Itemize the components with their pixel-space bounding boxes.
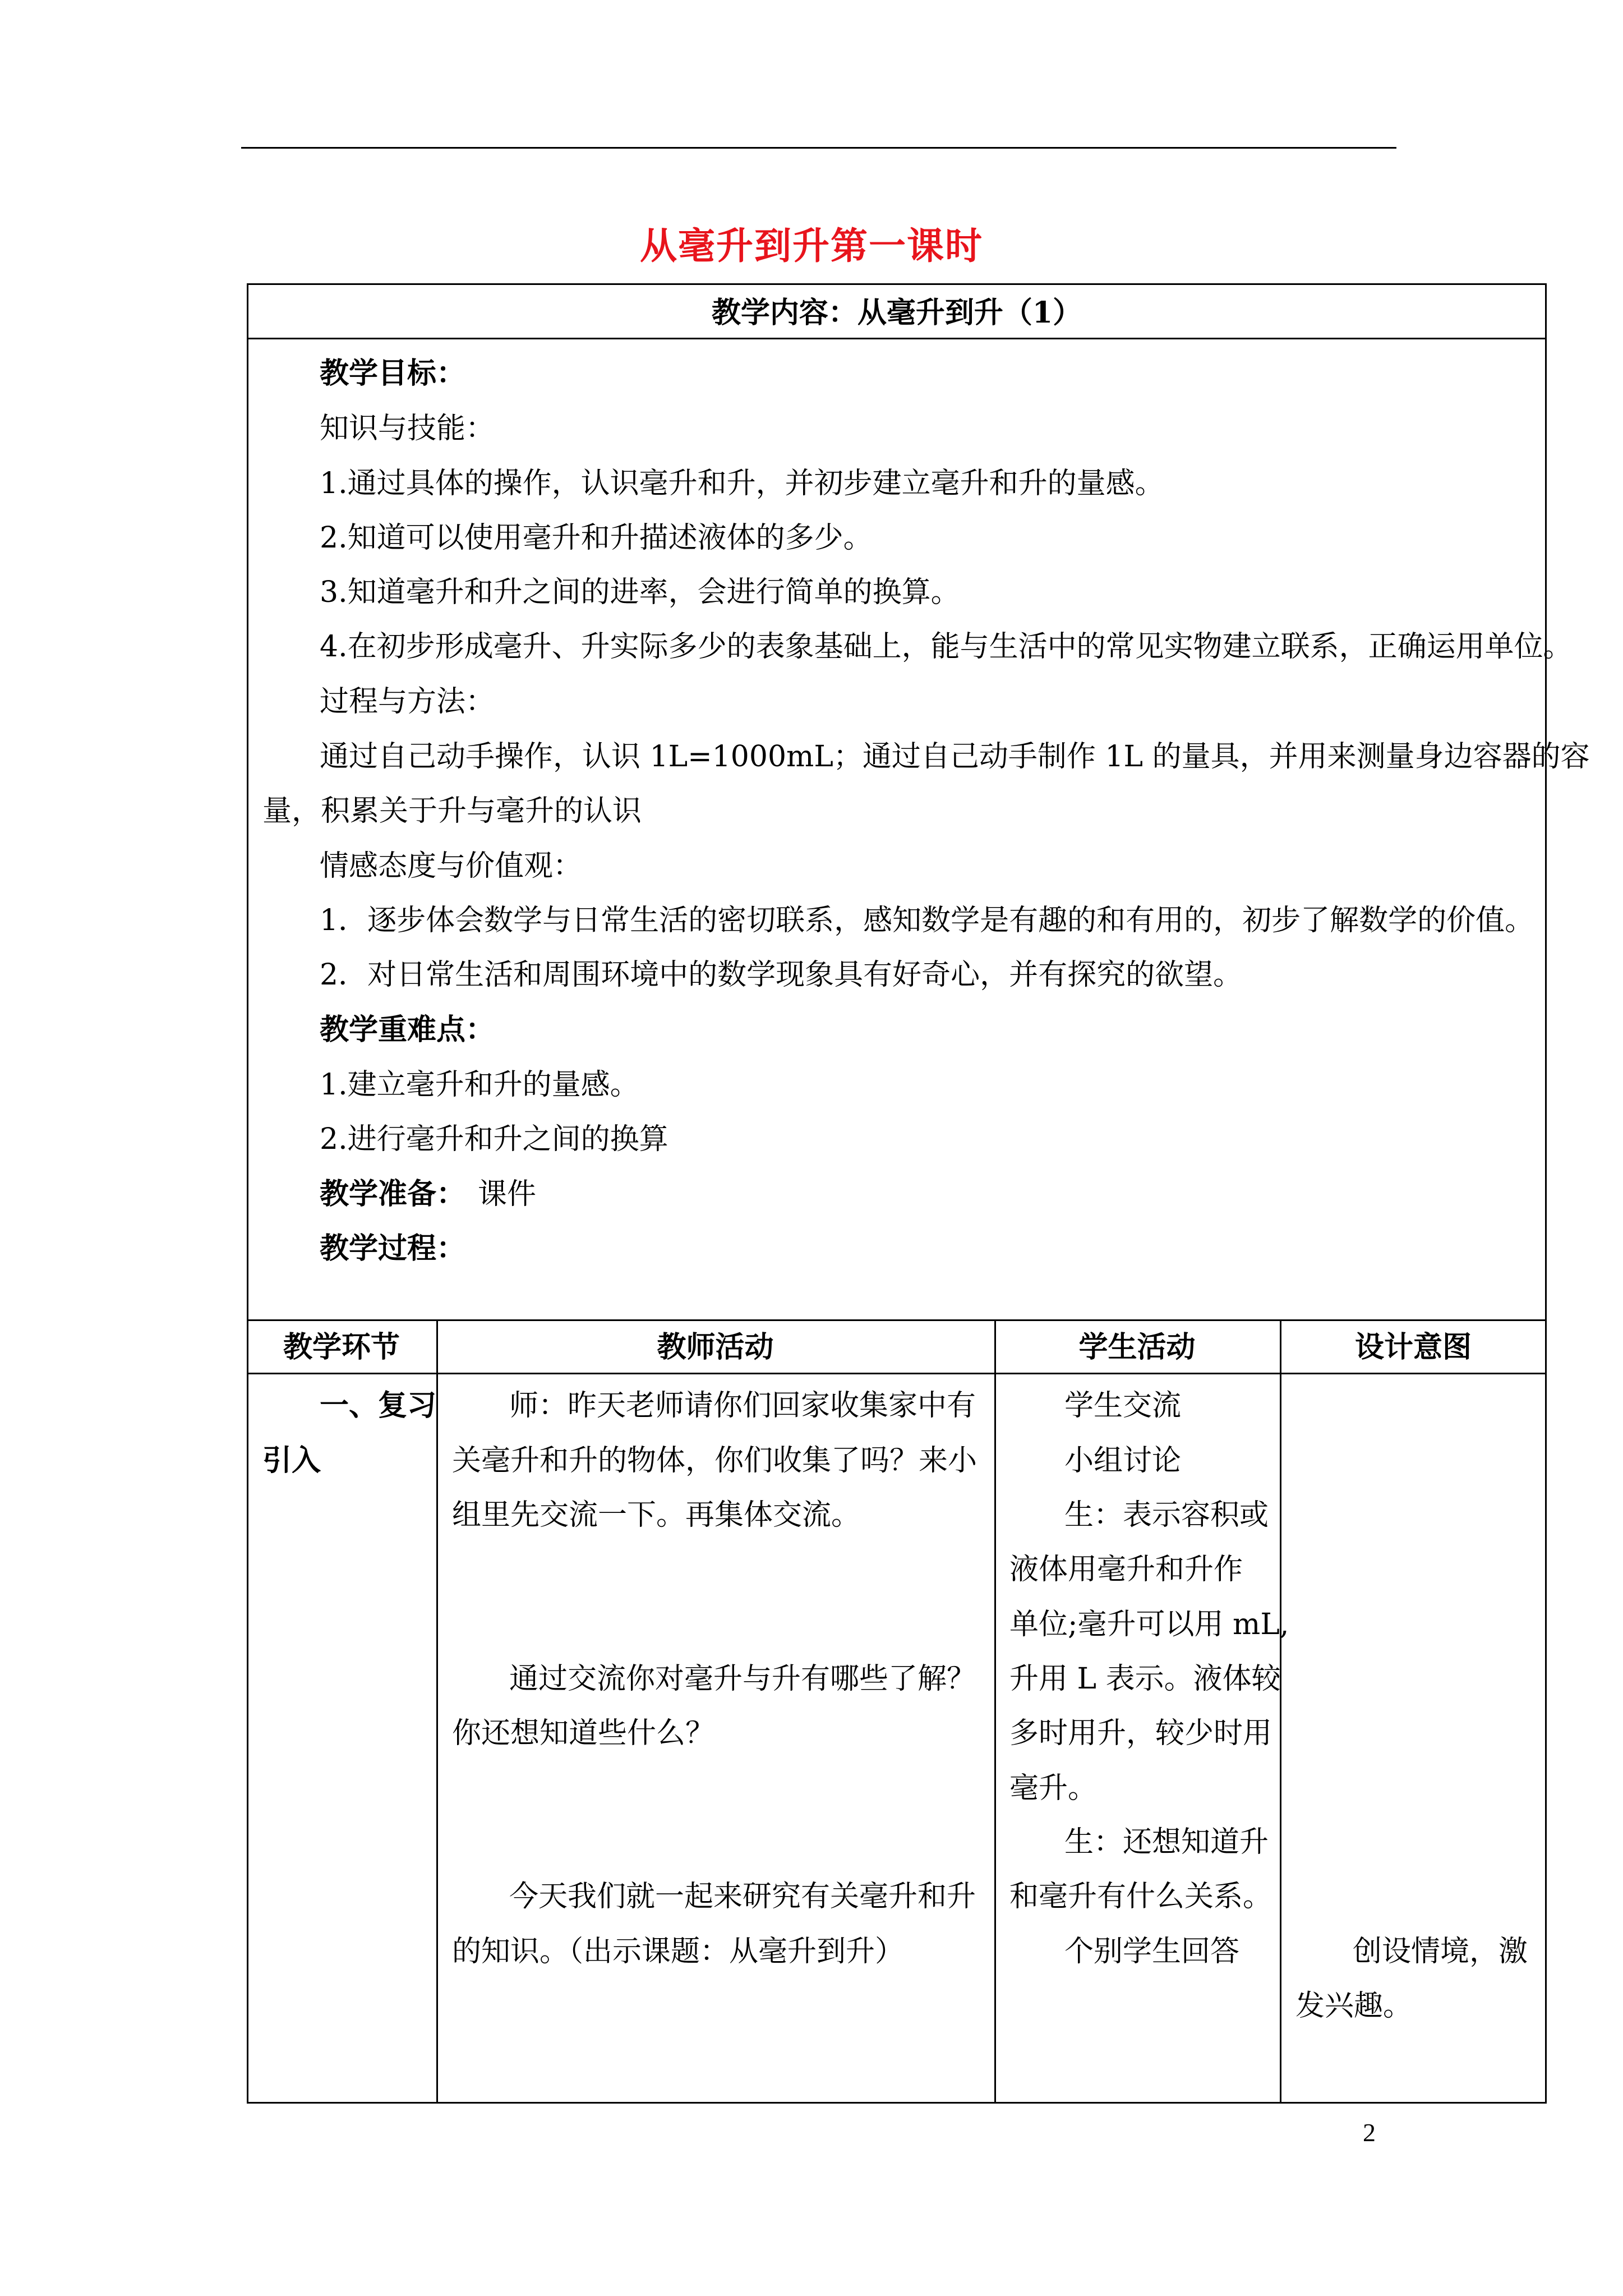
column-header-intent: 设计意图: [1354, 1330, 1472, 1364]
student-activity-line: 和毫升有什么关系。: [1009, 1880, 1272, 1913]
attitude-item: 1．逐步体会数学与日常生活的密切联系，感知数学是有趣的和有用的，初步了解数学的价值。: [320, 904, 1534, 937]
row-divider: [247, 1319, 1547, 1321]
student-activity-line: 生：表示容积或: [1064, 1498, 1269, 1532]
column-divider: [1280, 1319, 1281, 2104]
table-heading: 教学内容：从毫升到升（1）: [711, 296, 1082, 330]
stage-label: 一、复习: [320, 1388, 437, 1423]
key-point-item: 2.进行毫升和升之间的换算: [320, 1122, 668, 1156]
teacher-activity-line: 的知识。（出示课题：从毫升到升）: [452, 1935, 905, 1968]
attitude-heading: 情感态度与价值观：: [320, 849, 583, 883]
design-intent-line: 发兴趣。: [1295, 1989, 1413, 2023]
key-point-item: 1.建立毫升和升的量感。: [320, 1068, 639, 1102]
student-activity-line: 液体用毫升和升作: [1009, 1553, 1243, 1586]
student-activity-line: 个别学生回答: [1064, 1935, 1240, 1968]
page-number: 2: [1363, 2118, 1376, 2147]
knowledge-item: 4.在初步形成毫升、升实际多少的表象基础上，能与生活中的常见实物建立联系，正确运用单位。: [320, 630, 1573, 664]
header-rule: [241, 147, 1396, 149]
student-activity-line: 升用 L 表示。液体较: [1009, 1662, 1281, 1696]
process-text-line: 通过自己动手操作，认识 1L=1000mL；通过自己动手制作 1L 的量具，并用来测量身边容器的容: [320, 740, 1590, 774]
knowledge-item: 3.知道毫升和升之间的进率，会进行简单的换算。: [320, 576, 960, 609]
knowledge-item: 1.通过具体的操作，认识毫升和升，并初步建立毫升和升的量感。: [320, 467, 1164, 500]
student-activity-line: 生：还想知道升: [1064, 1825, 1269, 1859]
knowledge-item: 2.知道可以使用毫升和升描述液体的多少。: [320, 521, 873, 555]
preparation-value: 课件: [478, 1177, 537, 1211]
student-activity-line: 学生交流: [1064, 1389, 1182, 1423]
objectives-heading: 教学目标：: [320, 356, 466, 390]
student-activity-line: 毫升。: [1009, 1772, 1098, 1805]
process-text-line: 量，积累关于升与毫升的认识: [262, 794, 642, 828]
teacher-activity-line: 组里先交流一下。再集体交流。: [452, 1498, 861, 1532]
student-activity-line: 单位;毫升可以用 mL,: [1009, 1608, 1289, 1641]
column-header-stage: 教学环节: [283, 1330, 400, 1364]
process-heading: 过程与方法：: [320, 685, 495, 719]
design-intent-line: 创设情境，激: [1353, 1935, 1528, 1968]
preparation-heading: 教学准备：: [320, 1177, 466, 1211]
student-activity-line: 多时用升，较少时用: [1009, 1717, 1272, 1750]
attitude-item: 2．对日常生活和周围环境中的数学现象具有好奇心，并有探究的欲望。: [320, 958, 1243, 992]
document-title: 从毫升到升第一课时: [640, 224, 983, 268]
teaching-process-heading: 教学过程：: [320, 1231, 466, 1266]
row-divider: [247, 1373, 1547, 1374]
teacher-activity-line: 今天我们就一起来研究有关毫升和升: [509, 1880, 976, 1913]
key-points-heading: 教学重难点：: [320, 1013, 495, 1047]
stage-label: 引入: [262, 1443, 321, 1478]
column-divider: [436, 1319, 438, 2104]
knowledge-heading: 知识与技能：: [320, 412, 495, 445]
column-divider: [994, 1319, 996, 2104]
column-header-teacher: 教师活动: [657, 1330, 774, 1364]
column-header-student: 学生活动: [1078, 1330, 1196, 1364]
teacher-activity-line: 关毫升和升的物体，你们收集了吗？来小: [452, 1444, 978, 1478]
row-divider: [247, 338, 1547, 339]
teacher-activity-line: 通过交流你对毫升与升有哪些了解？: [509, 1662, 976, 1696]
teacher-activity-line: 师：昨天老师请你们回家收集家中有: [509, 1389, 976, 1423]
teacher-activity-line: 你还想知道些什么？: [452, 1717, 715, 1750]
student-activity-line: 小组讨论: [1064, 1444, 1182, 1478]
